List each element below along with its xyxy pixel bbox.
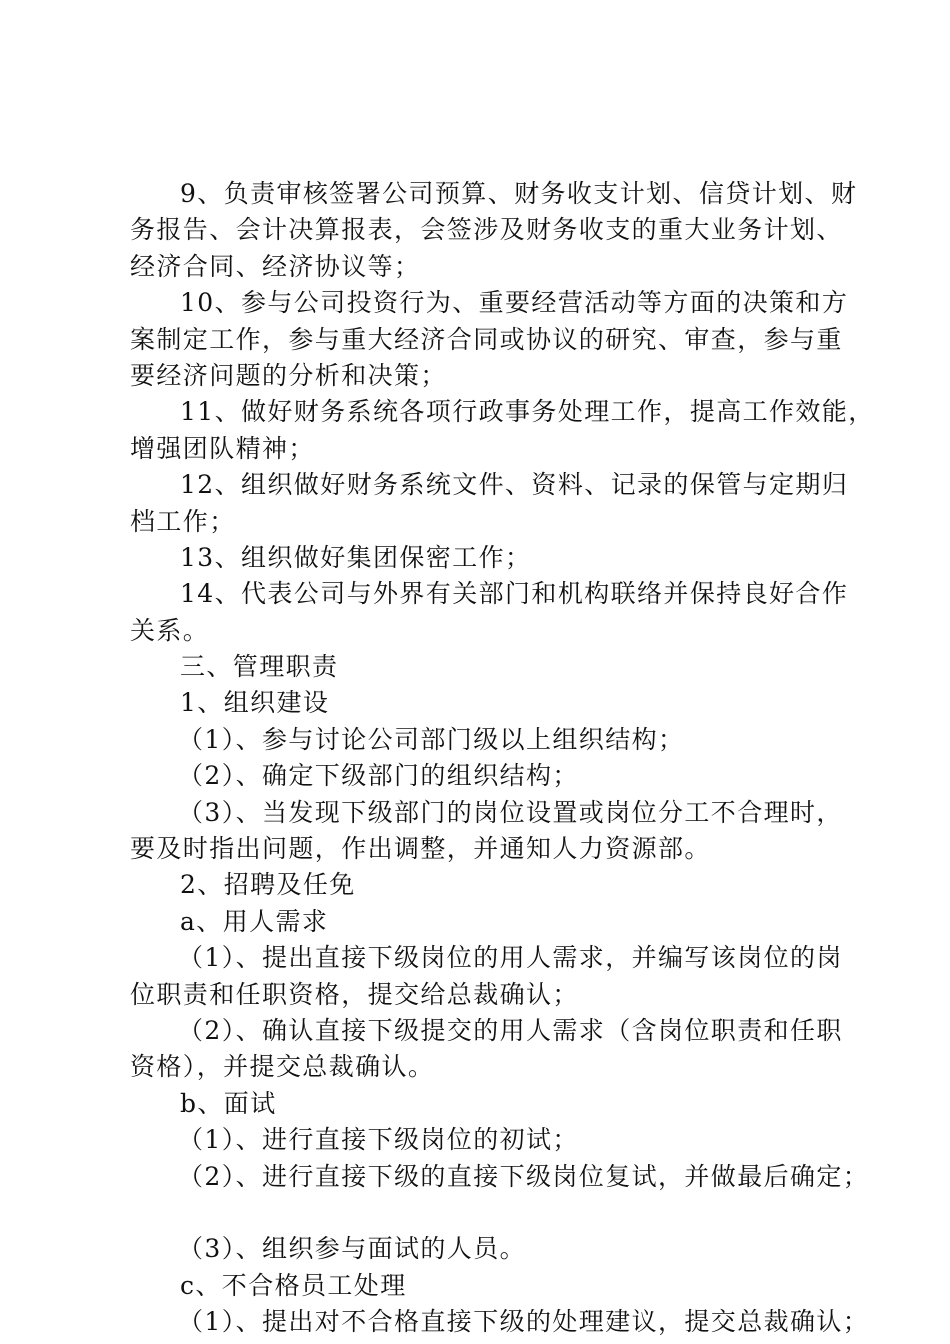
section-heading: 三、管理职责 (180, 652, 339, 682)
subsection-heading: 2、招聘及任免 (180, 870, 356, 900)
paragraph-line: 案制定工作，参与重大经济合同或协议的研究、审查，参与重 (130, 324, 843, 354)
subsection-heading: 1、组织建设 (180, 688, 330, 718)
paragraph-line: 要经济问题的分析和决策； (130, 360, 447, 390)
list-item: （1）、提出直接下级岗位的用人需求，并编写该岗位的岗 (178, 943, 843, 973)
paragraph-line: 11、做好财务系统各项行政事务处理工作，提高工作效能， (180, 397, 875, 427)
list-item-continuation: 资格），并提交总裁确认。 (130, 1052, 435, 1082)
list-item: （1）、进行直接下级岗位的初试； (178, 1125, 579, 1155)
sub-heading: b、面试 (180, 1088, 277, 1118)
blank-line (130, 1195, 835, 1231)
paragraph-line: 档工作； (130, 506, 236, 536)
paragraph-line: 14、代表公司与外界有关部门和机构联络并保持良好合作 (180, 579, 849, 609)
list-item: （2）、确定下级部门的组织结构； (178, 761, 579, 791)
list-item-continuation: 要及时指出问题，作出调整，并通知人力资源部。 (130, 834, 711, 864)
sub-heading: c、不合格员工处理 (180, 1270, 407, 1300)
document-body (130, 176, 875, 1341)
list-item: （1）、提出对不合格直接下级的处理建议，提交总裁确认； (178, 1307, 870, 1337)
paragraph-line: 经济合同、经济协议等； (130, 251, 421, 281)
list-item: （2）、进行直接下级的直接下级岗位复试，并做最后确定； (178, 1161, 870, 1191)
paragraph-line: 关系。 (130, 615, 210, 645)
paragraph-line: 13、组织做好集团保密工作； (180, 542, 532, 572)
list-item: （3）、组织参与面试的人员。 (178, 1234, 527, 1264)
paragraph-line: 9、负责审核签署公司预算、财务收支计划、信贷计划、财 (180, 179, 858, 208)
list-item: （1）、参与讨论公司部门级以上组织结构； (178, 724, 685, 754)
sub-heading: a、用人需求 (180, 906, 329, 936)
list-item: （3）、当发现下级部门的岗位设置或岗位分工不合理时， (178, 797, 843, 827)
list-item-continuation: 位职责和任职资格，提交给总裁确认； (130, 979, 579, 1009)
list-item: （2）、确认直接下级提交的用人需求（含岗位职责和任职 (178, 1015, 843, 1045)
paragraph-line: 务报告、会计决算报表，会签涉及财务收支的重大业务计划、 (130, 215, 843, 245)
paragraph-line: 增强团队精神； (130, 433, 315, 463)
paragraph-line: 12、组织做好财务系统文件、资料、记录的保管与定期归 (180, 470, 849, 500)
paragraph-line: 10、参与公司投资行为、重要经营活动等方面的决策和方 (180, 288, 849, 318)
